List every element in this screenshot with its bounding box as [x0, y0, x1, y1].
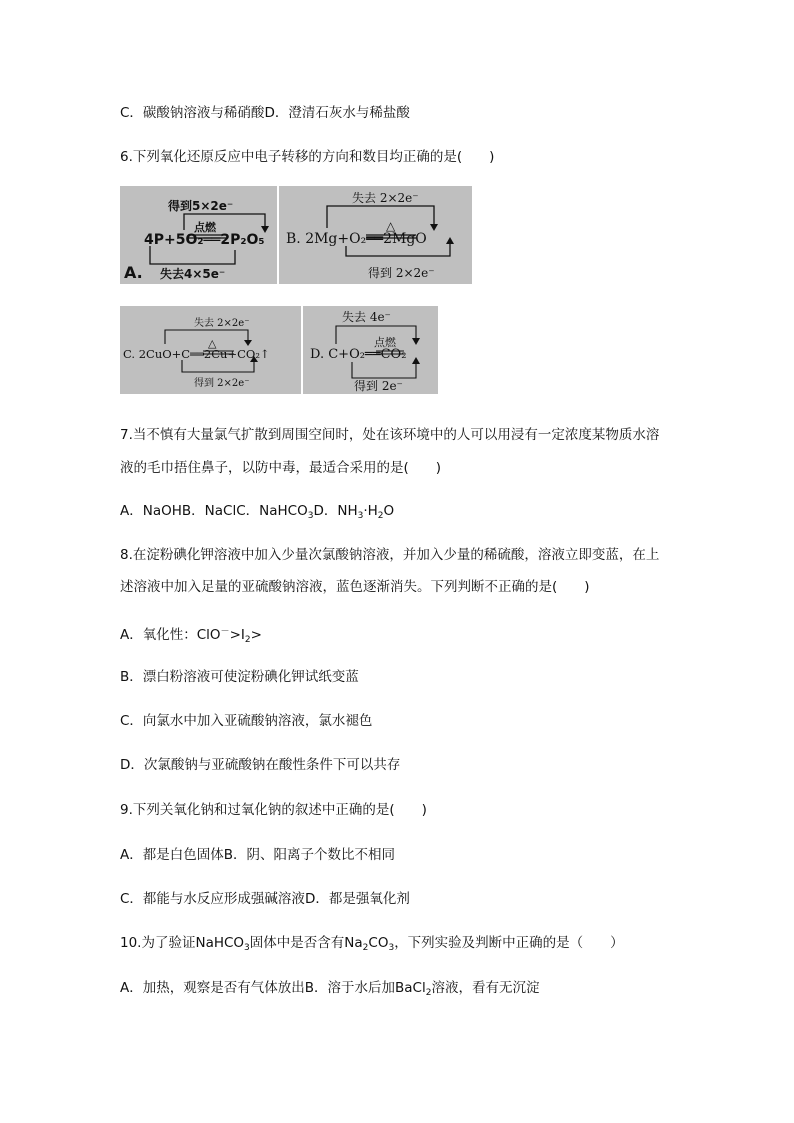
q7-option-d-tail: ·H	[363, 503, 378, 519]
q9-stem: 9.下列关氧化钠和过氧化钠的叙述中正确的是( )	[120, 802, 427, 818]
reaction-c-gain-label: 得到 2×2e⁻	[194, 378, 250, 389]
reaction-c-condition: △	[208, 337, 217, 350]
q8-option-a-sub: 2	[244, 635, 251, 645]
reaction-c-loss-label: 失去 2×2e⁻	[194, 318, 250, 329]
q7-option-a: A．NaOH	[120, 503, 182, 519]
q7-option-d-end: O	[383, 503, 395, 519]
q10-stem-mid: 固体中是否含有Na	[249, 935, 363, 951]
q8-option-a-sup: －	[220, 627, 230, 637]
q10-stem-prefix: 10.为了验证NaHCO	[120, 935, 245, 951]
reaction-d-equation: D. C+O₂══CO₂	[310, 347, 407, 362]
q8-stem-line2: 述溶液中加入足量的亚硫酸钠溶液，蓝色逐渐消失。下列判断不正确的是( )	[120, 579, 590, 595]
q10-option-a: A．加热，观察是否有气体放出	[120, 980, 305, 996]
q7-option-b: B．NaCl	[181, 503, 237, 519]
q9-option-a: A．都是白色固体	[120, 847, 224, 863]
reaction-b-equation: B. 2Mg+O₂══2MgO	[286, 231, 427, 247]
q10-option-b-prefix: B．溶于水后加BaCl	[304, 980, 426, 996]
reaction-a-gain-label: 得到5×2e⁻	[168, 199, 234, 213]
q7-option-d-sub: 3	[357, 511, 364, 521]
q8-option-a-mid: >I	[229, 627, 245, 643]
reaction-ab-figure	[120, 186, 472, 284]
q5-options	[120, 103, 410, 123]
q10-stem-end: ，下列实验及判断中正确的是（ ）	[394, 935, 624, 951]
q7-option-d: D．NH	[313, 503, 358, 519]
q5-option-c: C．碳酸钠溶液与稀硝酸	[120, 105, 265, 121]
q8-option-b: B．漂白粉溶液可使淀粉碘化钾试纸变蓝	[120, 669, 359, 685]
reaction-a-equation: 4P+5O₂══2P₂O₅	[144, 232, 265, 248]
q8-option-a-end: >	[250, 627, 262, 643]
q10-options	[120, 978, 539, 1003]
q9-options-ab	[120, 845, 395, 865]
q10-option-b-end: 溶液，看有无沉淀	[431, 980, 540, 996]
reaction-cd-figure	[120, 306, 438, 394]
reaction-a-condition: 点燃	[194, 221, 216, 234]
reaction-d-condition: 点燃	[374, 336, 396, 349]
reaction-b-condition: △	[386, 219, 396, 233]
q10-stem-mid2: CO	[368, 935, 389, 951]
reaction-d-loss-label: 失去 4e⁻	[342, 310, 391, 324]
q10-stem	[120, 933, 624, 958]
q9-option-b: B．阴、阳离子个数比不相同	[223, 847, 396, 863]
q7-stem-line1: 7.当不慎有大量氯气扩散到周围空间时，处在该环境中的人可以用浸有一定浓度某物质水溶	[120, 427, 660, 443]
q7-option-c: C．NaHCO	[236, 503, 308, 519]
q9-option-d: D．都是强氧化剂	[304, 891, 410, 907]
reaction-c-equation: C. 2CuO+C══2Cu+CO₂↑	[123, 347, 270, 361]
q8-stem-line1: 8.在淀粉碘化钾溶液中加入少量次氯酸钠溶液，并加入少量的稀硫酸，溶液立即变蓝，在上	[120, 547, 660, 563]
q8-option-a-prefix: A．氧化性：ClO	[120, 627, 221, 643]
q7-option-c-sub: 3	[307, 511, 314, 521]
q10-option-b-sub: 2	[425, 988, 432, 998]
reaction-a-loss-label: 失去4×5e⁻	[160, 267, 226, 281]
reaction-b-loss-label: 失去 2×2e⁻	[352, 191, 419, 205]
q7-stem-line2: 液的毛巾捂住鼻子，以防中毒，最适合采用的是( )	[120, 460, 442, 476]
q6-stem: 6.下列氧化还原反应中电子转移的方向和数目均正确的是( )	[120, 149, 495, 165]
q10-stem-sub3: 3	[388, 943, 395, 953]
q5-option-d: D．澄清石灰水与稀盐酸	[264, 105, 410, 121]
q10-stem-sub1: 3	[244, 943, 250, 953]
q7-options	[120, 501, 394, 526]
q9-option-c: C．都能与水反应形成强碱溶液	[120, 891, 305, 907]
reaction-d-gain-label: 得到 2e⁻	[354, 379, 403, 393]
q9-options-cd	[120, 889, 410, 909]
reaction-a-letter: A.	[124, 263, 143, 282]
q8-option-c: C．向氯水中加入亚硫酸钠溶液，氯水褪色	[120, 713, 373, 729]
q10-stem-sub2: 2	[362, 943, 369, 953]
reaction-b-gain-label: 得到 2×2e⁻	[368, 266, 435, 280]
q8-option-a	[120, 622, 262, 650]
q8-option-d: D．次氯酸钠与亚硫酸钠在酸性条件下可以共存	[120, 757, 401, 773]
q7-option-d-sub2: 2	[377, 511, 384, 521]
